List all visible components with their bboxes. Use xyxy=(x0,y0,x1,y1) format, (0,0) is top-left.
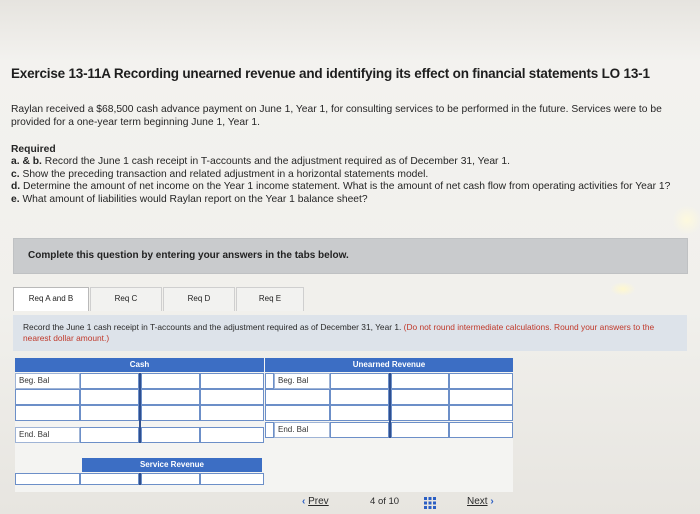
page-current: 4 xyxy=(370,496,376,507)
cash-entry-2-debit-input[interactable] xyxy=(80,405,139,421)
ur-beg-bal-credit-label-input[interactable] xyxy=(391,373,449,389)
ur-end-bal-label: End. Bal xyxy=(274,422,330,438)
sr-entry-1-label-input[interactable] xyxy=(15,473,80,485)
cash-beg-bal-credit-input[interactable] xyxy=(200,373,264,389)
page-of: of xyxy=(377,496,386,507)
sr-entry-1-debit-input[interactable] xyxy=(80,473,139,485)
page-indicator xyxy=(370,496,399,512)
unearned-revenue-header: Unearned Revenue xyxy=(265,358,513,372)
prev-label: Prev xyxy=(308,496,329,507)
cash-entry-2-credit-label-input[interactable] xyxy=(141,405,200,421)
cash-entry-1-credit-input[interactable] xyxy=(200,389,264,405)
tab-req-d[interactable]: Req D xyxy=(163,287,235,311)
chevron-left-icon: ‹ xyxy=(302,496,306,507)
ur-end-bal-spacer xyxy=(265,422,274,438)
cash-entry-1-label-input[interactable] xyxy=(15,389,80,405)
chevron-right-icon: › xyxy=(490,496,494,507)
tab-instructions xyxy=(13,315,687,351)
grid-icon[interactable] xyxy=(424,497,436,509)
cash-beg-bal-debit-input[interactable] xyxy=(80,373,139,389)
requirement-c: c. Show the preceding transaction and related adjustment in a horizontal statements model. xyxy=(11,168,429,180)
ur-entry-2-label-input[interactable] xyxy=(265,405,330,421)
cash-t-divider xyxy=(139,373,141,443)
exercise-title: Exercise 13-11A Recording unearned revenue and identifying its effect on financial statements LO 13-1 xyxy=(11,66,650,81)
ur-entry-2-credit-input[interactable] xyxy=(449,405,513,421)
required-heading: Required xyxy=(11,144,56,155)
cash-beg-bal-credit-label-input[interactable] xyxy=(141,373,200,389)
service-revenue-header: Service Revenue xyxy=(82,458,262,472)
ur-beg-bal-credit-input[interactable] xyxy=(449,373,513,389)
tab-req-e[interactable]: Req E xyxy=(236,287,304,311)
instructions-banner xyxy=(13,238,688,274)
next-button[interactable] xyxy=(467,496,494,512)
banner-text: Complete this question by entering your answers in the tabs below. xyxy=(28,250,349,261)
requirement-ab: a. & b. Record the June 1 cash receipt in T-accounts and the adjustment required as of December 31, Year 1. xyxy=(11,156,510,167)
cash-account-header: Cash xyxy=(15,358,264,372)
glare-spot xyxy=(610,282,636,296)
ur-entry-1-credit-label-input[interactable] xyxy=(391,389,449,405)
tab-req-a-and-b[interactable]: Req A and B xyxy=(13,287,89,311)
ur-entry-2-debit-input[interactable] xyxy=(330,405,389,421)
requirement-tabs xyxy=(13,287,303,311)
sr-t-divider xyxy=(139,473,141,485)
requirement-e: e. What amount of liabilities would Raylan report on the Year 1 balance sheet? xyxy=(11,193,368,205)
ur-end-bal-credit-label-input[interactable] xyxy=(391,422,449,438)
ur-beg-bal-spacer xyxy=(265,373,274,389)
cash-beg-bal-label: Beg. Bal xyxy=(15,373,80,389)
cash-entry-1-credit-label-input[interactable] xyxy=(141,389,200,405)
instruction-main: Record the June 1 cash receipt in T-accounts and the adjustment required as of December 31, Year 1. xyxy=(23,322,402,332)
ur-end-bal-credit-input[interactable] xyxy=(449,422,513,438)
cash-end-bal-credit-input[interactable] xyxy=(200,427,264,443)
cash-end-bal-debit-input[interactable] xyxy=(80,427,139,443)
ur-entry-1-debit-input[interactable] xyxy=(330,389,389,405)
cash-entry-2-label-input[interactable] xyxy=(15,405,80,421)
t-accounts xyxy=(15,358,513,492)
ur-entry-1-credit-input[interactable] xyxy=(449,389,513,405)
cash-end-bal-label: End. Bal xyxy=(15,427,80,443)
glare-spot xyxy=(672,205,700,235)
instruction-note: (Do not round intermediate calculations. Round your answers to the nearest dollar amount.) xyxy=(23,322,655,343)
cash-entry-2-credit-input[interactable] xyxy=(200,405,264,421)
requirement-d: d. Determine the amount of net income on the Year 1 income statement. What is the amount of net cash flow from operating activities for Year 1? xyxy=(11,181,671,192)
ur-entry-1-label-input[interactable] xyxy=(265,389,330,405)
prev-button[interactable] xyxy=(302,496,329,512)
cash-entry-1-debit-input[interactable] xyxy=(80,389,139,405)
exercise-description: Raylan received a $68,500 cash advance payment on June 1, Year 1, for consulting services to be performed in the future. Services were to be provided for a one-year term beginning June 1, Year 1. xyxy=(11,104,662,128)
sr-entry-1-credit-input[interactable] xyxy=(200,473,264,485)
next-label: Next xyxy=(467,496,488,507)
ur-end-bal-debit-input[interactable] xyxy=(330,422,389,438)
requirements-list xyxy=(11,156,691,206)
ur-beg-bal-debit-input[interactable] xyxy=(330,373,389,389)
ur-entry-2-credit-label-input[interactable] xyxy=(391,405,449,421)
page-total: 10 xyxy=(388,496,400,507)
tab-req-c[interactable]: Req C xyxy=(90,287,162,311)
sr-entry-1-credit-label-input[interactable] xyxy=(141,473,200,485)
ur-beg-bal-label: Beg. Bal xyxy=(274,373,330,389)
ur-t-divider xyxy=(389,373,391,438)
cash-end-bal-credit-label-input[interactable] xyxy=(141,427,200,443)
